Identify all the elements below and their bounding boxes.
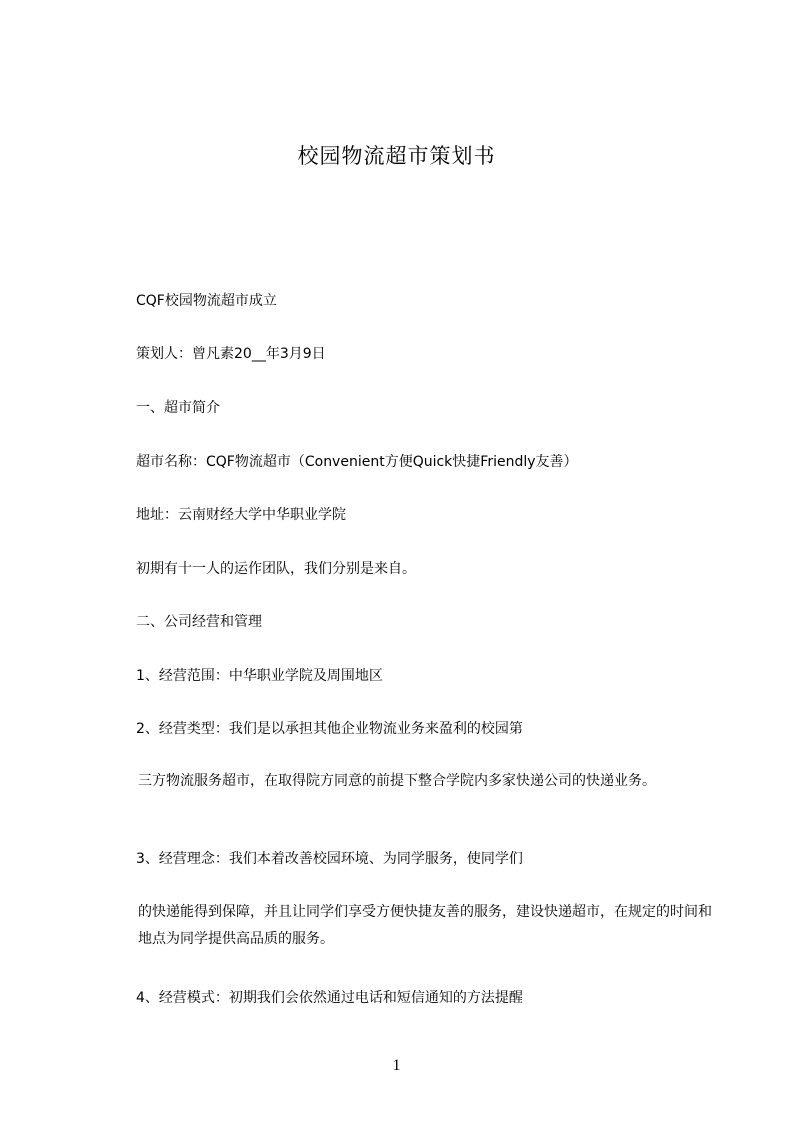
paragraph-business-philosophy-continued <box>104 899 714 953</box>
paragraph-planner: 策划人：曾凡素20__年3月9日 <box>136 346 326 362</box>
document-title: 校园物流超市策划书 <box>297 144 496 168</box>
paragraph-supermarket-name: 超市名称：CQF物流超市（Convenient方便Quick快捷Friendly友善） <box>136 454 578 470</box>
page-number: 1 <box>392 1057 401 1074</box>
paragraph-address: 地址：云南财经大学中华职业学院 <box>136 507 346 523</box>
paragraph-business-model: 4、经营模式：初期我们会依然通过电话和短信通知的方法提醒 <box>136 990 523 1006</box>
paragraph-establishment: CQF校园物流超市成立 <box>136 293 277 309</box>
paragraph-business-philosophy: 3、经营理念：我们本着改善校园环境、为同学服务，使同学们 <box>136 851 523 867</box>
paragraph-business-scope: 1、经营范围：中华职业学院及周围地区 <box>136 668 383 684</box>
paragraph-team: 初期有十一人的运作团队，我们分别是来自。 <box>136 561 416 577</box>
section-heading-management: 二、公司经营和管理 <box>136 614 262 630</box>
paragraph-business-type: 2、经营类型：我们是以承担其他企业物流业务来盈利的校园第 <box>136 721 523 737</box>
paragraph-text: 的快递能得到保障，并且让同学们享受方便快捷友善的服务，建设快递超市，在规定的时间和地点为同学提供高品质的服务。 <box>138 904 712 947</box>
paragraph-text: 三方物流服务超市，在取得院方同意的前提下整合学院内多家快递公司的快递业务。 <box>138 773 656 789</box>
section-heading-intro: 一、超市简介 <box>136 400 220 416</box>
paragraph-business-type-continued <box>104 768 714 795</box>
